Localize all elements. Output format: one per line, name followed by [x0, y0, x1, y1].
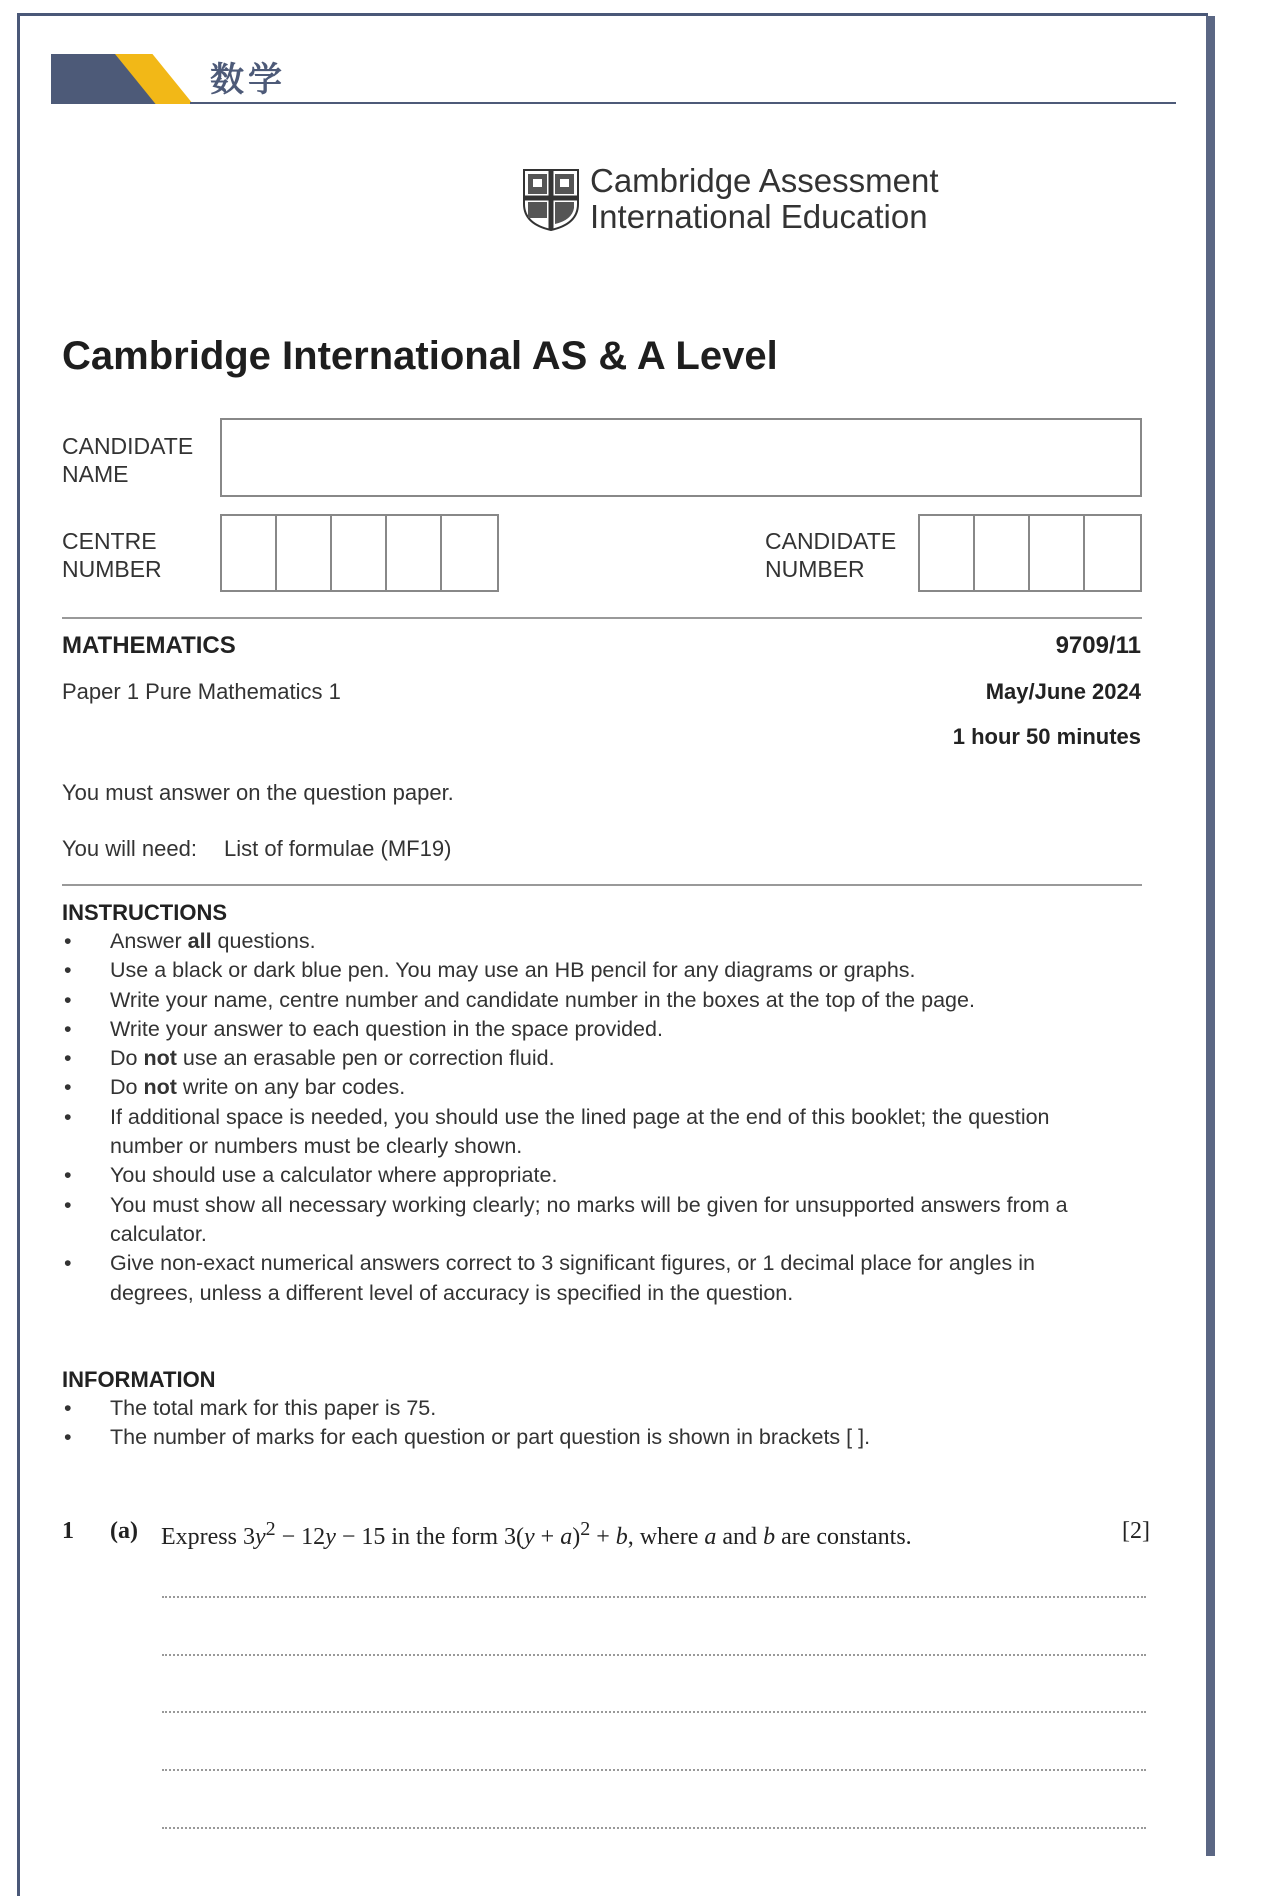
question-marks: [2] [1122, 1518, 1150, 1544]
candidate-name-label [62, 432, 193, 488]
candidate-number-label [765, 527, 896, 583]
answer-line[interactable] [162, 1654, 1146, 1656]
candidate-number-cell[interactable] [918, 514, 975, 592]
question-text: Express $3y^2 - 12y - 15$ in the form $3(y + a)^2 + b$, where a and b are constants. [161, 1518, 912, 1550]
centre-number-cell[interactable] [275, 514, 332, 592]
centre-number-cell[interactable] [385, 514, 442, 592]
need-value: List of formulae (MF19) [224, 836, 452, 861]
cambridge-shield-icon [522, 168, 580, 232]
subject-name: MATHEMATICS [62, 632, 236, 659]
page-title: Cambridge International AS & A Level [62, 334, 778, 378]
question-part: (a) [110, 1518, 138, 1544]
label-line: NAME [62, 461, 129, 487]
need-label: You will need: [62, 836, 197, 861]
divider [62, 884, 1142, 886]
label-line: CENTRE [62, 528, 157, 554]
centre-number-cell[interactable] [440, 514, 499, 592]
list-item: • Use a black or dark blue pen. You may use an HB pencil for any diagrams or graphs. [64, 958, 916, 983]
subject-tag: 数学 [210, 60, 286, 100]
paper-code: 9709/11 [1055, 632, 1141, 659]
list-item: • Answer all questions. [64, 929, 316, 953]
logo-text-line1: Cambridge Assessment [590, 162, 939, 199]
list-item: • Write your name, centre number and candidate number in the boxes at the top of the page. [64, 987, 975, 1012]
candidate-name-box[interactable] [220, 418, 1142, 497]
list-item: • If additional space is needed, you should use the lined page at the end of this booklet; the question number or numbers must be clearly shown. [64, 1104, 1050, 1159]
answer-line[interactable] [162, 1769, 1146, 1771]
answer-line[interactable] [162, 1596, 1146, 1598]
list-item: • Write your answer to each question in the space provided. [64, 1016, 663, 1041]
list-item: • You should use a calculator where appropriate. [64, 1163, 558, 1188]
answer-line[interactable] [162, 1711, 1146, 1713]
instructions-list [62, 927, 1122, 1308]
banner-underline [190, 102, 1176, 104]
list-item: • The number of marks for each question or part question is shown in brackets [ ]. [64, 1425, 871, 1450]
centre-number-cell[interactable] [330, 514, 387, 592]
label-line: NUMBER [62, 556, 162, 582]
label-line: CANDIDATE [765, 528, 897, 554]
information-heading: INFORMATION [62, 1367, 216, 1392]
answer-line[interactable] [162, 1827, 1146, 1829]
logo-text-line2: International Education [590, 198, 928, 235]
paper-name: Paper 1 Pure Mathematics 1 [62, 679, 341, 704]
instructions-heading: INSTRUCTIONS [62, 900, 227, 925]
list-item: • Do not use an erasable pen or correction fluid. [64, 1046, 555, 1071]
centre-number-cell[interactable] [220, 514, 277, 592]
candidate-number-cell[interactable] [1083, 514, 1142, 592]
label-line: NUMBER [765, 556, 865, 582]
page-shadow [1206, 16, 1215, 1856]
exam-duration: 1 hour 50 minutes [952, 724, 1141, 749]
exam-session: May/June 2024 [985, 679, 1141, 704]
question-number: 1 [62, 1518, 74, 1544]
candidate-number-cell[interactable] [973, 514, 1030, 592]
candidate-number-cell[interactable] [1028, 514, 1085, 592]
list-item: • Do not write on any bar codes. [64, 1075, 406, 1100]
centre-number-label [62, 527, 162, 583]
list-item: • The total mark for this paper is 75. [64, 1396, 437, 1420]
divider [62, 617, 1142, 619]
answer-note: You must answer on the question paper. [62, 780, 454, 805]
label-line: CANDIDATE [62, 433, 194, 459]
list-item: • Give non-exact numerical answers correct to 3 significant figures, or 1 decimal place for angles in degrees, unless a different level of accuracy is specified in the question. [64, 1251, 1035, 1305]
list-item: • You must show all necessary working clearly; no marks will be given for unsupported answers from a calculator. [64, 1192, 1068, 1246]
information-list [62, 1394, 1122, 1453]
